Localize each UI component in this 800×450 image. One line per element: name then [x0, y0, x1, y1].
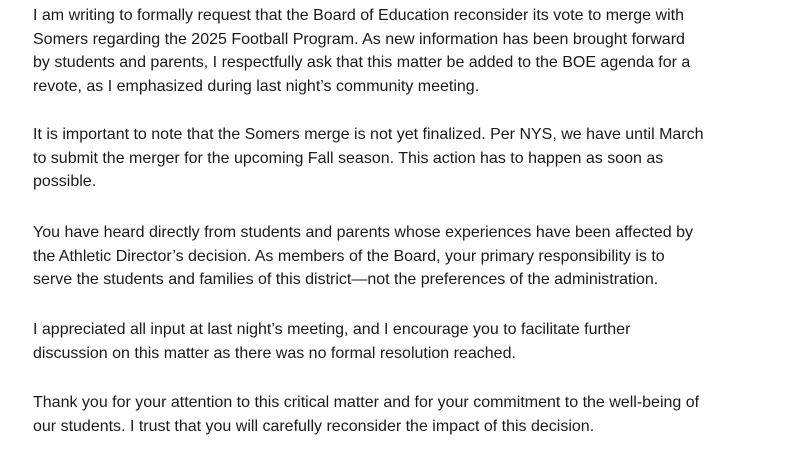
text-line: I am writing to formally request that the Board of Education reconsider its vote to merge with	[33, 7, 684, 24]
text-line: the Athletic Director’s decision. As members of the Board, your primary responsibility is to	[33, 247, 665, 265]
text-line: our students. I trust that you will carefully reconsider the impact of this decision.	[33, 417, 595, 435]
text-line: You have heard directly from students and parents whose experiences have been affected by	[33, 224, 693, 241]
text-line: Somers regarding the 2025 Football Program. As new information has been brought forward	[33, 30, 685, 48]
paragraph-board-responsibility	[33, 221, 693, 292]
text-line: I appreciated all input at last night’s meeting, and I encourage you to facilitate further	[33, 321, 631, 338]
paragraph-closing	[33, 391, 699, 438]
text-line: Thank you for your attention to this critical matter and for your commitment to the well-being of	[33, 394, 700, 411]
text-line: to submit the merger for the upcoming Fall season. This action has to happen as soon as	[33, 149, 664, 167]
text-line: revote, as I emphasized during last night’s community meeting.	[33, 77, 480, 95]
text-line: discussion on this matter as there was no formal resolution reached.	[33, 344, 516, 362]
paragraph-further-discussion	[33, 318, 630, 365]
text-line: possible.	[33, 173, 97, 190]
text-line: It is important to note that the Somers merge is not yet finalized. Per NYS, we have until March	[33, 126, 704, 143]
paragraph-deadline	[33, 123, 704, 194]
text-line: serve the students and families of this district—not the preferences of the administration.	[33, 271, 659, 288]
paragraph-request	[33, 4, 690, 98]
text-line: by students and parents, I respectfully ask that this matter be added to the BOE agenda for a	[33, 54, 691, 71]
